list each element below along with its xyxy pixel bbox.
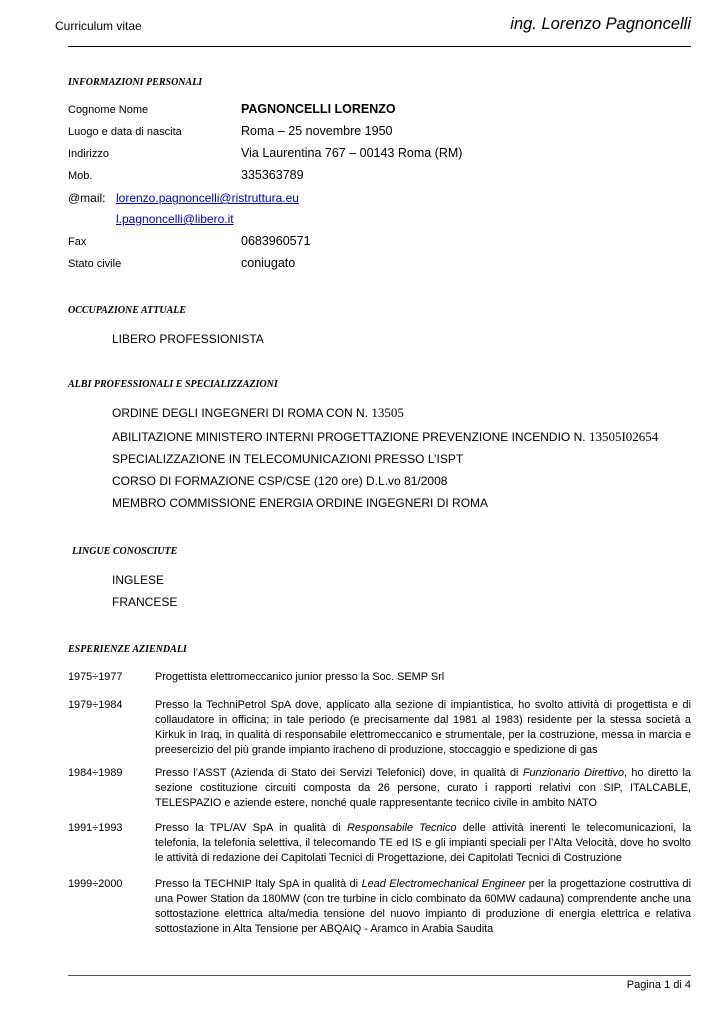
email-link-libero[interactable]: l.pagnoncelli@libero.it: [116, 212, 234, 226]
experience-years: 1984÷1989: [68, 767, 123, 779]
value-birth: Roma – 25 novembre 1950: [241, 124, 393, 138]
header-author-name: ing. Lorenzo Pagnoncelli: [510, 15, 691, 33]
value-surname-name: PAGNONCELLI LORENZO: [241, 102, 396, 116]
label-birth: Luogo e data di nascita: [68, 126, 182, 138]
register-line-commission: MEMBRO COMMISSIONE ENERGIA ORDINE INGEGNERI DI ROMA: [112, 496, 489, 510]
experience-role: Responsabile Tecnico: [347, 822, 457, 834]
label-email: @mail:: [68, 191, 106, 205]
label-mobile: Mob.: [68, 170, 93, 182]
experience-years: 1975÷1977: [68, 671, 123, 683]
header-divider: [68, 46, 691, 47]
register-fire-text: ABILITAZIONE MINISTERO INTERNI PROGETTAZIONE PREVENZIONE INCENDIO N.: [112, 430, 589, 444]
page-number: Pagina 1 di 4: [626, 979, 691, 991]
register-line-course: CORSO DI FORMAZIONE CSP/CSE (120 ore) D.L.vo 81/2008: [112, 474, 448, 488]
experience-years: 1999÷2000: [68, 878, 123, 890]
experience-description: [155, 877, 691, 937]
experience-text: Presso l’ASST (Azienda di Stato dei Servizi Telefonici) dove, in qualità di: [155, 767, 523, 779]
register-line-order: [112, 405, 404, 421]
language-item: INGLESE: [112, 573, 165, 587]
email-link-ristruttura[interactable]: lorenzo.pagnoncelli@ristruttura.eu: [116, 191, 299, 205]
section-title-languages: LINGUE CONOSCIUTE: [72, 546, 178, 557]
experience-description: Progettista elettromeccanico junior presso la Soc. SEMP Srl: [155, 671, 445, 683]
experience-text: , ho diretto la sezione costituzione circuiti composta da 26 persone, curato i rapporti relativi con SIP, ITALCABLE, TELESPAZIO e aziende estere, nonché quale rappresentante tecnico civile in ambito NATO: [155, 767, 691, 809]
experience-years: 1991÷1993: [68, 822, 123, 834]
experience-text: Presso la TECHNIP Italy SpA in qualità di: [155, 878, 362, 890]
section-title-experience: ESPERIENZE AZIENDALI: [68, 644, 187, 655]
register-line-telecom: SPECIALIZZAZIONE IN TELECOMUNICAZIONI PRESSO L’ISPT: [112, 452, 464, 466]
experience-role: Funzionario Direttivo: [522, 767, 625, 779]
label-surname-name: Cognome Nome: [68, 104, 149, 116]
experience-text: Presso la TPL/AV SpA in qualità di: [155, 822, 348, 834]
value-occupation: LIBERO PROFESSIONISTA: [112, 332, 264, 346]
value-address: Via Laurentina 767 – 00143 Roma (RM): [241, 146, 463, 160]
language-item: FRANCESE: [112, 595, 178, 609]
register-order-number: 13505: [371, 405, 404, 420]
section-title-registers: ALBI PROFESSIONALI E SPECIALIZZAZIONI: [68, 379, 278, 390]
section-title-personal: INFORMAZIONI PERSONALI: [68, 77, 203, 88]
experience-text: per la progettazione costruttiva di una Power Station da 180MW (con tre turbine in ciclo combinato da 60MW cadauna) comprendente anche una sottostazione elettrica alta/media tensione del nuovo impianto di produzione di energia elettrica e relativa sottostazione in Alta Tensione per ABQAIQ - Aramco in Arabia Saudita: [155, 878, 691, 935]
label-address: Indirizzo: [68, 148, 109, 160]
value-civil-status: coniugato: [241, 256, 296, 270]
experience-text: delle attività inerenti le telecomunicazioni, la telefonia, la telefonia selettiva, il telecomando TE ed IS e gli impianti speciali per l’Alta Velocità, dove ho svolto le attività di redazione dei Capitolati Tecnici di Progettazione, dei Capitolati Tecnici di Costruzione: [155, 822, 691, 864]
value-fax: 0683960571: [241, 234, 311, 248]
experience-description: [155, 766, 691, 811]
experience-description: Presso la TechniPetrol SpA dove, applicato alla sezione di impiantistica, ho svolto attività di progettista e di collaudatore in officina; in tale periodo (e precisamente dal 1981 al 1983) residente per la stessa società a Kirkuk in Iraq, in qualità di responsabile elettromeccanico e strumentale, per la costruzione, messa in marcia e preesercizio del più grande impianto iracheno di produzione, stoccaggio e spedizione di gas: [155, 699, 691, 756]
label-civil-status: Stato civile: [68, 258, 122, 270]
footer-divider: [68, 975, 691, 976]
header-left-title: Curriculum vitae: [55, 19, 142, 33]
register-order-text: ORDINE DEGLI INGEGNERI DI ROMA CON N.: [112, 406, 372, 420]
experience-description: [155, 821, 691, 866]
experience-role: Lead Electromechanical Engineer: [361, 878, 526, 890]
section-title-occupation: OCCUPAZIONE ATTUALE: [68, 305, 187, 316]
experience-years: 1979÷1984: [68, 699, 123, 711]
register-line-fire: [112, 429, 658, 445]
value-mobile: 335363789: [241, 168, 304, 182]
label-fax: Fax: [68, 236, 87, 248]
register-fire-number: 13505I02654: [588, 429, 659, 444]
